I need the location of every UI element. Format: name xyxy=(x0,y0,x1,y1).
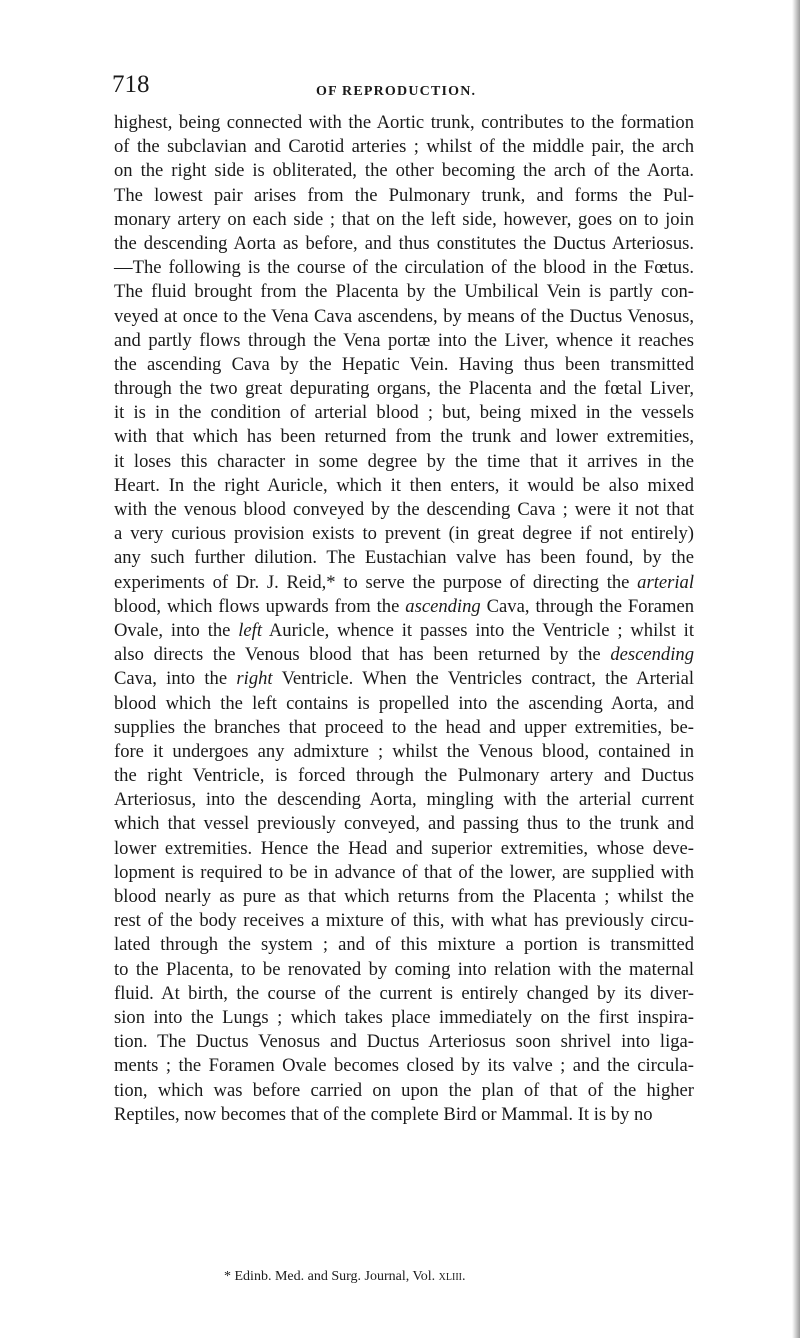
line-segment: Reptiles, now becomes that of the complete Bird or Mammal. It is by no xyxy=(114,1103,653,1125)
text-line xyxy=(114,401,694,425)
line-segment: lated through the system ; and of this mixture a portion is transmitted xyxy=(114,934,694,956)
line-segment: The lowest pair arises from the Pulmonary trunk, and forms the Pul- xyxy=(114,184,694,206)
line-segment: supplies the branches that proceed to the head and upper extremities, be- xyxy=(114,716,694,738)
line-segment: the ascending Cava by the Hepatic Vein. Having thus been transmitted xyxy=(114,353,694,375)
line-segment: ments ; the Foramen Ovale becomes closed by its valve ; and the circula- xyxy=(114,1055,694,1077)
text-line xyxy=(114,595,694,619)
text-line xyxy=(114,982,694,1006)
text-line xyxy=(114,643,694,667)
line-segment: a very curious provision exists to prevent (in great degree if not entirely) xyxy=(114,523,694,545)
line-segment: Arteriosus, into the descending Aorta, mingling with the arterial current xyxy=(114,789,694,811)
line-segment: Cava, into the xyxy=(114,668,237,690)
italic-word: descending xyxy=(610,644,694,666)
text-line xyxy=(114,837,694,861)
text-line xyxy=(114,716,694,740)
text-line xyxy=(114,184,694,208)
italic-word: right xyxy=(236,668,273,690)
line-segment: it is in the condition of arterial blood ; but, being mixed in the vessels xyxy=(114,402,694,424)
line-segment: Ventricle. When the Ventricles contract, the Arterial xyxy=(272,668,694,690)
text-line xyxy=(114,764,694,788)
line-segment: sion into the Lungs ; which takes place immediately on the first inspira- xyxy=(114,1006,694,1028)
italic-word: arterial xyxy=(637,571,694,593)
text-line xyxy=(114,208,694,232)
text-line xyxy=(114,377,694,401)
text-line xyxy=(114,280,694,304)
line-segment: and partly flows through the Vena portæ into the Liver, whence it reaches xyxy=(114,329,694,351)
line-segment: lower extremities. Hence the Head and superior extremities, whose deve- xyxy=(114,837,694,859)
text-line xyxy=(114,522,694,546)
text-line xyxy=(114,329,694,353)
italic-word: ascending xyxy=(405,595,481,617)
italic-word: left xyxy=(238,619,263,641)
line-segment: rest of the body receives a mixture of this, with what has previously circu- xyxy=(114,910,694,932)
text-line xyxy=(114,474,694,498)
text-line xyxy=(114,305,694,329)
text-line xyxy=(114,546,694,570)
text-line xyxy=(114,1030,694,1054)
text-line xyxy=(114,425,694,449)
line-segment: tion. The Ductus Venosus and Ductus Arteriosus soon shrivel into liga- xyxy=(114,1031,694,1053)
line-segment: Heart. In the right Auricle, which it then enters, it would be also mixed xyxy=(114,474,694,496)
line-segment: with that which has been returned from the trunk and lower extremities, xyxy=(114,426,694,448)
line-segment: also directs the Venous blood that has been returned by the xyxy=(114,644,611,666)
line-segment: fore it undergoes any admixture ; whilst the Venous blood, contained in xyxy=(114,740,694,762)
text-line xyxy=(114,1103,694,1127)
line-segment: any such further dilution. The Eustachian valve has been found, by the xyxy=(114,547,694,569)
line-segment: blood, which flows upwards from the xyxy=(114,595,406,617)
text-line xyxy=(114,692,694,716)
line-segment: the right Ventricle, is forced through the Pulmonary artery and Ductus xyxy=(114,765,694,787)
line-segment: lopment is required to be in advance of that of the lower, are supplied with xyxy=(114,861,694,883)
footnote-volume: xliii. xyxy=(438,1269,466,1284)
text-line xyxy=(114,933,694,957)
text-line xyxy=(114,135,694,159)
line-segment: veyed at once to the Vena Cava ascendens, by means of the Ductus Venosus, xyxy=(114,305,694,327)
line-segment: with the venous blood conveyed by the descending Cava ; were it not that xyxy=(114,499,694,520)
line-segment: it loses this character in some degree by the time that it arrives in the xyxy=(114,450,694,472)
text-line xyxy=(114,958,694,982)
line-segment: Cava, through the Foramen xyxy=(480,595,694,617)
text-line xyxy=(114,812,694,836)
text-line xyxy=(114,861,694,885)
line-segment: blood nearly as pure as that which returns from the Placenta ; whilst the xyxy=(114,886,694,907)
text-line xyxy=(114,256,694,280)
text-line xyxy=(114,909,694,933)
text-line xyxy=(114,353,694,377)
line-segment: of the subclavian and Carotid arteries ; whilst of the middle pair, the arch xyxy=(114,136,694,158)
text-line xyxy=(114,450,694,474)
footnote xyxy=(224,1268,466,1286)
page-spine-shadow xyxy=(792,0,800,1338)
text-line xyxy=(114,885,694,909)
text-line xyxy=(114,1054,694,1078)
text-line xyxy=(114,571,694,595)
text-line xyxy=(114,667,694,691)
line-segment: Auricle, whence it passes into the Ventricle ; whilst it xyxy=(262,619,694,641)
line-segment: —The following is the course of the circulation of the blood in the Fœtus. xyxy=(114,257,694,279)
line-segment: on the right side is obliterated, the other becoming the arch of the Aorta. xyxy=(114,160,694,182)
line-segment: monary artery on each side ; that on the left side, however, goes on to join xyxy=(114,208,694,230)
text-line xyxy=(114,1079,694,1103)
text-line xyxy=(114,740,694,764)
text-line xyxy=(114,111,694,135)
text-line xyxy=(114,498,694,522)
text-line xyxy=(114,619,694,643)
line-segment: the descending Aorta as before, and thus constitutes the Ductus Arteriosus. xyxy=(114,232,694,254)
line-segment: which that vessel previously conveyed, and passing thus to the trunk and xyxy=(114,813,694,835)
line-segment: fluid. At birth, the course of the current is entirely changed by its diver- xyxy=(114,982,694,1004)
line-segment: experiments of Dr. J. Reid,* to serve the purpose of directing the xyxy=(114,571,638,593)
line-segment: highest, being connected with the Aortic trunk, contributes to the formation xyxy=(114,112,694,133)
line-segment: blood which the left contains is propelled into the ascending Aorta, and xyxy=(114,692,694,714)
text-line xyxy=(114,788,694,812)
footnote-text: * Edinb. Med. and Surg. Journal, Vol. xyxy=(224,1269,439,1284)
running-head: OF REPRODUCTION. xyxy=(316,84,477,99)
text-line xyxy=(114,1006,694,1030)
line-segment: tion, which was before carried on upon the plan of that of the higher xyxy=(114,1079,694,1101)
page-number: 718 xyxy=(112,71,150,98)
line-segment: to the Placenta, to be renovated by coming into relation with the maternal xyxy=(114,958,694,980)
line-segment: through the two great depurating organs, the Placenta and the fœtal Liver, xyxy=(114,378,694,400)
body-text xyxy=(114,111,694,1127)
text-line xyxy=(114,159,694,183)
line-segment: Ovale, into the xyxy=(114,619,239,641)
line-segment: The fluid brought from the Placenta by the Umbilical Vein is partly con- xyxy=(114,281,694,303)
text-line xyxy=(114,232,694,256)
